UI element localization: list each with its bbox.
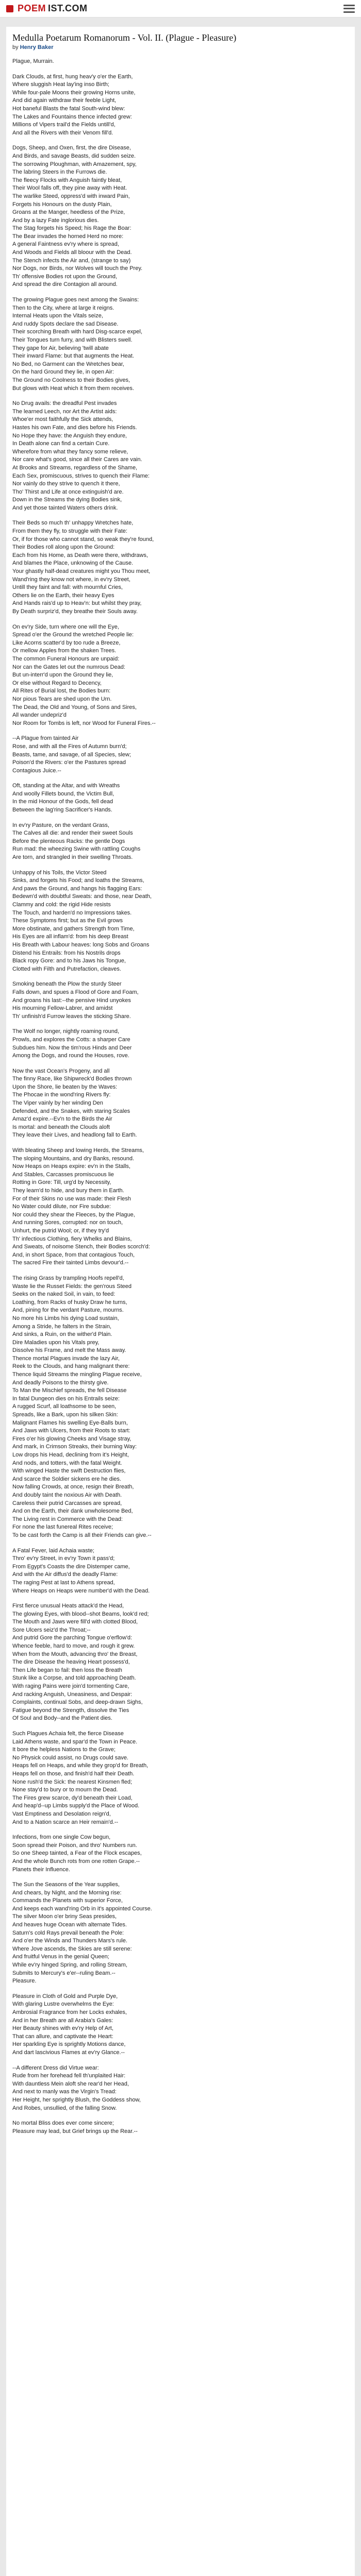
poem-line: And mark, in Crimson Streaks, their burning Way: [12,1444,137,1450]
stanza [12,980,349,1021]
poem-line: And woolly Fillets bound, the Victim Bull, [12,790,114,797]
poem-line: They learn'd to hide, and bury them in Earth. [12,1188,124,1194]
poem-line: Among the Dogs, and round the Houses, rove. [12,1053,129,1059]
poem-line: The silver Moon o'er briny Seas presides, [12,1913,117,1920]
poem-line: The Bear invades the horned Herd no more: [12,233,124,240]
poem-line: Malignant Flames his swelling Eye-Balls burn, [12,1419,128,1426]
poem-line: With raging Pains were join'd tormenting Care, [12,1683,129,1690]
stanza [12,73,349,138]
poem-line: Others lie on the Earth, their heavy Eyes [12,592,114,599]
poem-line: And paws the Ground, and hangs his flagging Ears: [12,885,142,892]
top-bar [0,0,361,18]
poem-line: And running Sores, corrupted: nor on touch, [12,1219,123,1226]
poem-line: Run mad: the wheezing Swine with rattling Coughs [12,846,141,853]
poem-line: Of Soul and Body--and the Patient dies. [12,1715,112,1722]
poem-line: Whence feeble, hard to move, and rough it grew. [12,1643,135,1650]
poem-line: For of their Skins no use was made: their Flesh [12,1195,131,1202]
poem-line: And blames the Place, unknowing of the Cause. [12,560,134,567]
poem-line: All wander undepriz'd [12,712,67,719]
poem-line: Pleasure may lead, but Grief brings up the Rear.-- [12,2128,138,2134]
poem-line: Now Heaps on Heaps expire: ev'n in the Stalls, [12,1163,130,1170]
poem-line: From them they fly, to struggle with their Fate: [12,528,127,535]
poem-line: First fierce unusual Heats attack'd the Head, [12,1603,124,1609]
stanza [12,1881,349,1986]
stanza [12,2064,349,2113]
poem-line: Dark Clouds, at first, hung heav'y o'er the Earth, [12,73,133,80]
poem-line: No Bed, no Garment can the Wretches bear, [12,361,124,367]
poem-line: The Touch, and harden'd no Impressions takes. [12,909,132,916]
poem-line: And did again withdraw their feeble Light, [12,97,117,104]
poem-line: Tho' Thirst and Life at once extinguish'd are. [12,488,124,495]
stanza [12,623,349,728]
poem-line: Defended, and the Snakes, with staring Scales [12,1108,130,1114]
poem-line: Wherefore from what they fancy some relieve, [12,448,128,455]
poem-line: None stay'd to bury or to mourn the Dead. [12,1787,118,1793]
stanza [12,1547,349,1596]
poem-line: Is mortal: and beneath the Clouds aloft [12,1124,110,1130]
poem-line: The rising Grass by trampling Hoofs repell'd, [12,1275,124,1281]
poem-line: With dauntless Mein aloft she rear'd her Head, [12,2080,129,2087]
poem-line: Hastes his own Fate, and dies before his Friends. [12,424,137,431]
poem-line: Fires o'er his glowing Cheeks and Visage stray, [12,1435,132,1442]
poem-line: Now the vast Ocean's Progeny, and all [12,1067,110,1074]
author-link[interactable]: Henry Baker [20,44,54,50]
poem-line: Unhappy of his Toils, the Victor Steed [12,869,107,876]
poem-line: Seeks on the naked Soil, in vain, to feed: [12,1291,116,1298]
poem-line: No more his Limbs his dying Load sustain, [12,1315,119,1321]
poem-line: Millions of Vipers trail'd the Fields untill'd, [12,122,116,128]
poem-line: And doubly taint the noxious Air with Death. [12,1492,122,1498]
poem-line: Where sluggish Heat lay'ing inso Birth; [12,81,109,88]
poem-line: With glaring Lustre overwhelms the Eye: [12,2001,114,2008]
poem-line: Their Beds so much th' unhappy Wretches hate, [12,520,134,527]
poem-line: They gape for Air, believing 'twill abate [12,345,109,351]
poem-line: And Robes, unsullied, of the falling Snow. [12,2105,117,2111]
poem-line: But glows with Heat which it from them receives. [12,385,134,392]
poem-line: --A different Dress did Virtue wear: [12,2064,99,2071]
poem-line: The finny Race, like Shipwreck'd Bodies thrown [12,1076,132,1082]
poem-line: All Rites of Burial lost, the Bodies burn: [12,688,111,694]
poem-line: Her Beauty shines with ev'ry Help of Art, [12,2025,113,2032]
poem-line: And all the Rivers with their Venom fill'd. [12,129,113,136]
poem-line: Dire Maladies upon his Vitals prey, [12,1339,100,1346]
poem-line: Spread o'er the Ground the wretched People lie: [12,632,134,638]
poem-line: Their scorching Breath with hard Disg-scarce expel, [12,329,142,335]
poem-line: Careless their putrid Carcasses are spread, [12,1500,122,1506]
poem-line: Oft, standing at the Altar, and with Wreaths [12,783,120,789]
poem-line: Her Height, her sprightly Blush, the Goddess show, [12,2096,141,2103]
poem-line: Distend his Entrails: from his Nostrils drops [12,950,121,956]
poem-line: Internal Heats upon the Vitals seize, [12,313,103,319]
poem-line: Reek to the Clouds, and hang malignant there: [12,1363,130,1370]
poem-line: Planets their Influence. [12,1866,70,1873]
poem-line: Where Heaps on Heaps were number'd with the Dead. [12,1587,150,1594]
poem-line: And putrid Gore the parching Tongue o'erflow'd: [12,1635,133,1641]
poem-line: Spreads, like a Bark, upon his silken Skin: [12,1412,118,1418]
stanza [12,1028,349,1060]
poem-line: Clammy and cold: the rigid Hide resists [12,902,111,908]
poem-line: The dire Disease the heaving Heart possess'd, [12,1659,130,1666]
poem-line: And ruddy Spots declare the sad Disease. [12,320,119,327]
poem-line: No Water could dilute, nor Fire subdue: [12,1204,111,1210]
poem-line: Nor could they shear the Fleeces, by the Plague, [12,1211,135,1218]
poem-line: And heaves huge Ocean with alternate Tides. [12,1922,127,1928]
poem-line: Down in the Streams the dying Bodies sink, [12,497,122,503]
poem-line: And Sweats, of noisome Stench, their Bodies scorch'd: [12,1244,150,1250]
poem-line: But un-interr'd upon the Ground they lie, [12,672,113,679]
poem-line: Nor can the Gates let out the numrous Dead: [12,664,125,670]
poem-line: On ev'ry Side, turn where one will the Eye, [12,623,119,630]
poem-line: They leave their Lives, and headlong fall to Earth. [12,1132,137,1139]
poem-line: Now falling Crowds, at once, resign their Breath, [12,1484,134,1490]
poem-line: The Mouth and Jaws were fill'd with clotted Blood, [12,1619,138,1625]
poem-line: Each from his Home, as Death were there, withdraws, [12,552,148,558]
stanza [12,400,349,512]
poem-line: To be cast forth the Camp is all their Friends can give.-- [12,1532,152,1538]
poem-line: Before the plenteous Racks: the gentle Dogs [12,838,125,844]
poem-line: Sore Ulcers seiz'd the Throat;-- [12,1626,91,1633]
poem-line: Heaps fell on Heaps, and while they grop'd for Breath, [12,1762,149,1769]
poem-line: And, pining for the verdant Pasture, mourns. [12,1307,124,1314]
poem-line: And spread the dire Contagion all around. [12,281,118,288]
poem-line: Thro' ev'ry Street, in ev'ry Town it pass'd; [12,1555,115,1562]
poem-line: Loathing, from Racks of husky Draw he turns, [12,1299,127,1306]
poem-line: Groans at the Manger, heedless of the Prize, [12,209,125,216]
poem-line: Where Jove ascends, the Skies are still serene: [12,1945,132,1952]
poem-line: And Woods and Fields all bloour with the Dead. [12,249,132,256]
stanza [12,1147,349,1267]
poem-line: The sacred Fire their tainted Limbs devour'd.-- [12,1260,129,1266]
poem-line: The Stench infects the Air and, (strange to say) [12,257,131,264]
menu-icon[interactable] [343,5,355,13]
poem-line: Nor vainly do they strive to quench it there, [12,481,120,487]
poem-line: Their Wool falls off, they pine away with Heat. [12,185,127,192]
poem-line: The Phocae in the wond'ring Rivers fly: [12,1092,111,1098]
poem-line: Bedewn'd with doubtful Sweats: and those, near Death, [12,893,152,900]
poem-line: With winged Haste the swift Destruction flies, [12,1468,126,1475]
poem-container [6,27,355,2576]
poem-line: His Eyes are all inflam'd: from his deep Breast [12,934,128,940]
poem-line: No mortal Bliss does ever come sincere; [12,2120,114,2127]
poem-line: Between the lag'ring Sacrificer's Hands. [12,807,112,814]
poem-line: Beasts, tame, and savage, of all Species, slew; [12,751,131,758]
by-label: by [12,44,19,50]
poem-line: The raging Pest at last to Athens spread, [12,1579,115,1586]
poem-line: So one Sheep tainted, a Fear of the Flock escapes, [12,1850,142,1857]
poem-line: Nor pious Tears are shed upon the Urn. [12,696,112,702]
poem-line: No Physick could assist, no Drugs could save. [12,1754,128,1761]
poem-line: It bore the helpless Nations to the Grave; [12,1747,116,1753]
poem-line: A rugged Scurf, all loathsome to be seen, [12,1403,117,1410]
poem-line: On the hard Ground they lie, in open Air: [12,369,114,376]
poem-line: Then Life began to fail: then loss the Breath [12,1667,122,1673]
poem-line: Or else without Regard to Decency, [12,680,102,686]
poem-line: Falls down, and spues a Flood of Gore and Foam, [12,989,139,995]
poem-line: And groans his last:--the pensive Hind unyokes [12,997,131,1004]
poem-line: And Birds, and savage Beasts, did sudden seize. [12,152,136,159]
poem-line: The Viper vainly by her winding Den [12,1100,103,1107]
poem-line: And racking Anguish, Uneasiness, and Despair: [12,1691,133,1698]
stanza [12,1834,349,1874]
poem-line: Whoe'er most faithfully the Sick attends, [12,416,113,423]
stanza [12,1993,349,2057]
poem-line: And by a lazy Fate inglorious dies. [12,217,99,224]
stanza [12,1730,349,1826]
poem-line: Sinks, and forgets his Food; and loaths the Streams, [12,877,144,884]
poem-line: Wand'ring they know not where, in ev'ry Street, [12,576,130,583]
poem-line: Submits to Mercury's e'er--ruling Beam.-- [12,1970,116,1976]
poem-line: And yet those tainted Waters others drink. [12,504,118,511]
poem-line: And dart lascivious Flames at ev'ry Glance.-- [12,2049,125,2056]
poem-line: The Dead, the Old and Young, of Sons and Sires, [12,704,137,710]
poem-line: Contagious Juice.-- [12,767,61,774]
poem-line: While four-pale Moons their growing Horns unite, [12,89,136,96]
poem-line: The learned Leech, nor Art the Artist aids: [12,408,117,415]
stanza [12,822,349,862]
poem-line: And in her Breath are all Arabia's Gales: [12,2017,113,2024]
stanza [12,1275,349,1540]
poem-line: Black ropy Gore: and to his Jaws his Tongue, [12,958,126,964]
poem-line: Pleasure. [12,1978,37,1985]
poem-line: And nods, and totters, with the fatal Weight. [12,1460,122,1466]
stanza [12,1067,349,1140]
poem-line: --A Plague from tainted Air [12,735,79,742]
poem-line: Infections, from one single Cow begun, [12,1834,111,1841]
poem-line: With bleating Sheep and lowing Herds, the Streams, [12,1147,144,1154]
poem-line: Th' offensive Bodies rot upon the Ground, [12,273,118,280]
poem-line: Fatigue beyond the Strength, dissolve the Ties [12,1707,129,1714]
stanza [12,869,349,974]
poem-line: The sorrowing Ploughman, with Amazement, spy, [12,161,137,167]
poem-line: For none the last funereal Rites receive; [12,1524,113,1531]
logo-icon [6,5,13,12]
poem-line: In ev'ry Pasture, on the verdant Grass, [12,822,109,828]
poem-line: The Living rest in Commerce with the Dead: [12,1516,123,1522]
poem-line: In Death alone can find a certain Cure. [12,440,110,447]
poem-line: Among a Stride, he falters in the Strain, [12,1323,111,1330]
poem-line: Rose, and with all the Fires of Autumn burn'd; [12,743,127,750]
poem-line: The Calves all die: and render their sweet Souls [12,830,133,837]
poem-line: Like Acorns scatter'd by too rude a Breeze, [12,639,121,646]
poem-line: Complaints, continual Sobs, and deep-drawn Sighs, [12,1699,143,1706]
poem-line: Their inward Flame: but that augments the Heat. [12,353,135,360]
poem-line: No Hope they have: the Anguish they endure, [12,432,127,439]
poem-line: The Wolf no longer, nightly roaming round, [12,1028,120,1035]
poem-line: Thence mortal Plagues invade the lazy Air, [12,1355,120,1362]
poem-line: Her sparkling Eye is sprightly Motions dance, [12,2041,126,2048]
poem-line: And Hands rais'd up to Heav'n: but whilst they pray, [12,600,142,607]
poem-line: At Brooks and Streams, regardless of the Shame, [12,464,138,471]
poem-line: The Ground no Coolness to their Bodies gives, [12,377,130,383]
stanza [12,735,349,775]
site-logo[interactable] [6,3,88,14]
poem-line: Th' unfinish'd Furrow leaves the sticking Share. [12,1013,131,1020]
poem-line: Untill they faint and fall: with mournful Cries, [12,584,123,591]
poem-line: Commands the Planets with superior Force, [12,1897,123,1904]
poem-line: And with the Air diffus'd the deadly Flame: [12,1571,118,1578]
stanza [12,782,349,814]
poem-line: Heaps fell on those, and finish'd half their Death. [12,1770,135,1777]
poem-line: Smoking beneath the Plow the sturdy Steer [12,981,122,988]
poem-line: These Symptoms first; but as the Evil grows [12,918,123,924]
poem-line: The warlike Steed, oppress'd with inward Pain, [12,193,130,199]
poem-line: And the whole Bunch rots from one rotten Grape.-- [12,1858,140,1865]
logo-tld: IST.COM [48,3,88,13]
poem-line: Your ghastly half-dead creatures might you Thou meet, [12,568,151,575]
poem-line: The common Funeral Honours are unpaid: [12,655,120,662]
poem-line: Subdues him. Now the tim'rous Hinds and Deer [12,1044,132,1051]
poem-line: Nor care what's good, since all their Cares are vain. [12,456,142,463]
poem-line: Unhurt, the putrid Wool; or, if they try'd [12,1227,109,1234]
poem-line: Clotted with Filth and Putrefaction, cleaves. [12,965,121,972]
poem-line: Waste lie the Russet Fields: the gen'rous Steed [12,1283,132,1290]
poem-line: Dogs, Sheep, and Oxen, first, the dire Disease, [12,145,131,151]
poem-line: And Stables, Carcasses promiscuous lie [12,1171,114,1178]
poem-line: Each Sex, promiscuous, strives to quench their Flame: [12,472,150,479]
poem-line: Laid Athens waste, and spar'd the Town in Peace. [12,1738,138,1745]
poem-line: The Stag forgets his Speed; his Rage the Boar: [12,225,132,232]
poem-line: The glowing Eyes, with blood--shot Beams, look'd red; [12,1611,149,1617]
poem-line: Then to the City, where at large it reigns. [12,304,114,311]
poem-line: And deadly Poisons to the thirsty give. [12,1379,109,1386]
poem-line: His mourning Fellow-Labrer, and amidst [12,1005,113,1012]
poem-line: And, in short Space, from that contagious Touch, [12,1251,135,1258]
poem-line: Or mellow Apples from the shaken Trees. [12,648,117,654]
stanza [12,296,349,393]
stanza [12,58,349,66]
poem-line: And keeps each wand'ring Orb in it's appointed Course. [12,1905,152,1912]
poem-line: From Egypt's Coasts the dire Distemper came, [12,1563,130,1570]
poem-line: Their Tongues turn furry, and with Blisters swell. [12,337,133,343]
poem-line: And sinks, a Ruin, on the wither'd Plain. [12,1331,112,1338]
poem-line: Stunk like a Corpse, and told approaching Death. [12,1675,136,1682]
poem-line: Vast Emptiness and Desolation reign'd, [12,1810,111,1817]
poem-line: The growing Plague goes next among the Swains: [12,297,139,303]
poem-line: The Sun the Seasons of the Year supplies, [12,1882,120,1888]
poem-line: And heap'd--up Limbs supply'd the Place of Wood. [12,1803,140,1809]
poem-line: Rotting in Gore: Till, urg'd by Necessity, [12,1179,111,1186]
poem-line: And scarce the Soldier sickens ere he dies. [12,1476,121,1482]
poem-line: His Breath with Labour heaves: long Sobs and Groans [12,941,150,948]
poem-line: The Lakes and Fountains thence infected grew: [12,113,132,120]
poem-line: And fruitful Venus in the genial Queen; [12,1954,109,1960]
poem-line: While ev'ry hinged Spring, and rolling Stream, [12,1962,127,1969]
poem-line: In fatal Dungeon dies on his Entrails seize: [12,1395,120,1402]
poem-line: Prowls, and explores the Cotts: a sharper Care [12,1036,130,1043]
stanza [12,2120,349,2136]
poem-line: Rude from her forehead fell th'unplaited Hair: [12,2073,126,2079]
poem-line: Plague, Murrain. [12,58,54,64]
poem-line: When from the Mouth, advancing thro' the Breast, [12,1651,138,1657]
byline [12,44,349,50]
logo-main: POEM [18,3,46,13]
poem-line: The Fires grew scarce, dy'd beneath their Load, [12,1794,133,1801]
poem-line: Th' infectious Clothing, fiery Whelks and Blains, [12,1235,132,1242]
poem-line: That can allure, and captivate the Heart: [12,2033,113,2040]
poem-line: The sloping Mountains, and dry Banks, resound. [12,1155,135,1162]
poem-line: Such Plagues Achaia felt, the fierce Disease [12,1731,124,1737]
poem-line: Are torn, and strangled in their swelling Throats. [12,854,133,861]
poem-line: Thence liquid Streams the mingling Plague receive, [12,1371,142,1378]
poem-line: The labring Steers in the Furrows die. [12,169,107,176]
poem-line: By Death surpriz'd, they breathe their Souls away. [12,608,138,615]
poem-line: Dissolve his Frame, and melt the Mass away. [12,1347,126,1354]
poem-line: The fleecy Flocks with Anguish faintly bleat, [12,177,122,183]
poem-line: Amaz'd expire.--Ev'n to the Birds the Air [12,1116,112,1123]
poem-line: And o'er the Winds and Thunders Mars's rule. [12,1938,127,1944]
poem-line: Forgets his Honours on the dusty Plain, [12,201,112,208]
poem-line: Or, if for those who cannot stand, so weak they're found, [12,536,154,543]
poem-line: Low drops his Head, declining from it's Height, [12,1452,129,1458]
poem-line: And on the Earth, their dank unwholesome Bed, [12,1508,133,1515]
poem-line: Upon the Shore, lie beaten by the Waves: [12,1083,118,1090]
poem-line: And next to manly was the Virgin's Tread: [12,2089,117,2095]
poem-line: A Fatal Fever, laid Achaia waste; [12,1547,94,1554]
poem-title: Medulla Poetarum Romanorum - Vol. II. (Plague - Pleasure) [12,32,237,43]
poem-line: Poison'd the Rivers: o'er the Pastures spread [12,759,126,766]
poem-line: In the mid Honour of the Gods, fell dead [12,799,113,805]
poem-line: A general Faintness ev'ry where is spread, [12,241,119,248]
poem-body [12,58,349,2136]
poem-line: Hot baneful Blasts the fatal South-wind blew: [12,105,125,112]
poem-line: Saturn's cold Rays prevail beneath the Pole: [12,1929,124,1936]
poem-line: And chears, by Night, and the Morning rise: [12,1889,122,1896]
poem-line: Soon spread their Poison, and thro' Numbers run. [12,1842,137,1849]
poem-line: Their Bodies roll along upon the Ground: [12,544,115,551]
poem-line: Pleasure in Cloth of Gold and Purple Dye, [12,1993,118,1999]
poem-line: Nor Room for Tombs is left, nor Wood for Funeral Fires.-- [12,720,156,726]
poem-line: None rush'd the Sick: the nearest Kinsmen fled; [12,1778,133,1785]
stanza [12,144,349,289]
stanza [12,519,349,616]
poem-line: No Drug avails: the dreadful Pest invades [12,400,117,407]
poem-line: More obstinate, and gathers Strength from Time, [12,925,135,932]
poem-line: And Jaws with Ulcers, from their Roots to start: [12,1428,130,1434]
stanza [12,1602,349,1723]
poem-line: And to a Nation scarce an Heir remain'd.-- [12,1819,119,1825]
poem-line: Nor Dogs, nor Birds, nor Wolves will touch the Prey. [12,265,143,272]
poem-line: Ambrosial Fragrance from her Locks exhales, [12,2009,127,2015]
poem-line: To Man the Mischief spreads, the fell Disease [12,1387,127,1394]
